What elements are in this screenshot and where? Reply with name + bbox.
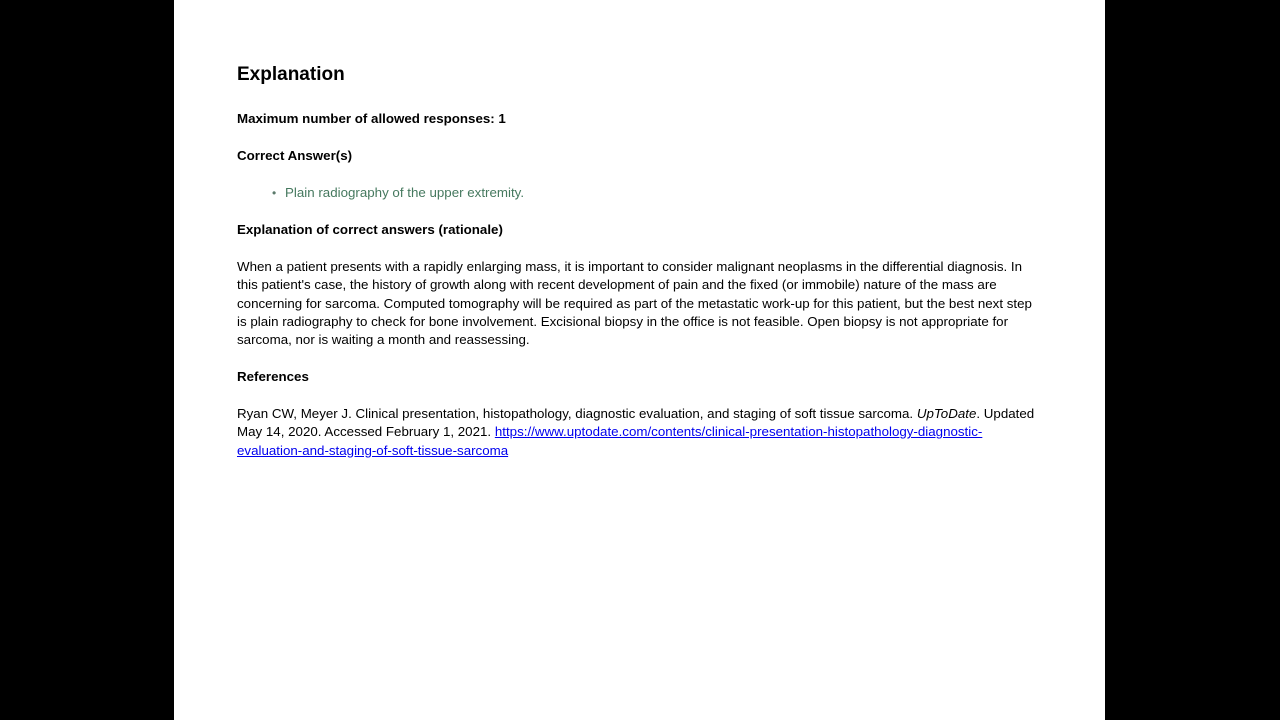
page-title: Explanation bbox=[237, 64, 345, 85]
reference-citation bbox=[237, 405, 1045, 460]
correct-answer-item: • Plain radiography of the upper extremity. bbox=[285, 184, 1045, 202]
reference-citation-dates: . Updated May 14, 2020. Accessed February 1, 2021. bbox=[237, 406, 1035, 440]
rationale-heading: Explanation of correct answers (rationale) bbox=[237, 221, 503, 237]
rationale-text: When a patient presents with a rapidly enlarging mass, it is important to consider malignant neoplasms in the differential diagnosis. In this patient's case, the history of growth along with recent development of pain and the fixed (or immobile) nature of the mass are concerning for sarcoma. Computed tomography will be required as part of the metastatic work-up for this patient, but the best next step is plain radiography to check for bone involvement. Excisional biopsy in the office is not feasible. Open biopsy is not appropriate for sarcoma, nor is waiting a month and reassessing. bbox=[237, 258, 1032, 348]
references-heading: References bbox=[237, 369, 309, 385]
correct-answer-list bbox=[237, 184, 1045, 202]
reference-journal-name: UpToDate bbox=[916, 406, 977, 422]
max-responses-label: Maximum number of allowed responses: 1 bbox=[237, 111, 506, 126]
correct-answers-heading: Correct Answer(s) bbox=[237, 147, 353, 163]
reference-link[interactable]: https://www.uptodate.com/contents/clinical-presentation-histopathology-diagnostic-evaluation-and-staging-of-soft-tissue-sarcoma bbox=[237, 424, 983, 458]
reference-citation-text: Ryan CW, Meyer J. Clinical presentation, histopathology, diagnostic evaluation, and staging of soft tissue sarcoma. bbox=[237, 406, 917, 422]
explanation-document bbox=[174, 0, 1105, 720]
document-content bbox=[174, 0, 1105, 460]
